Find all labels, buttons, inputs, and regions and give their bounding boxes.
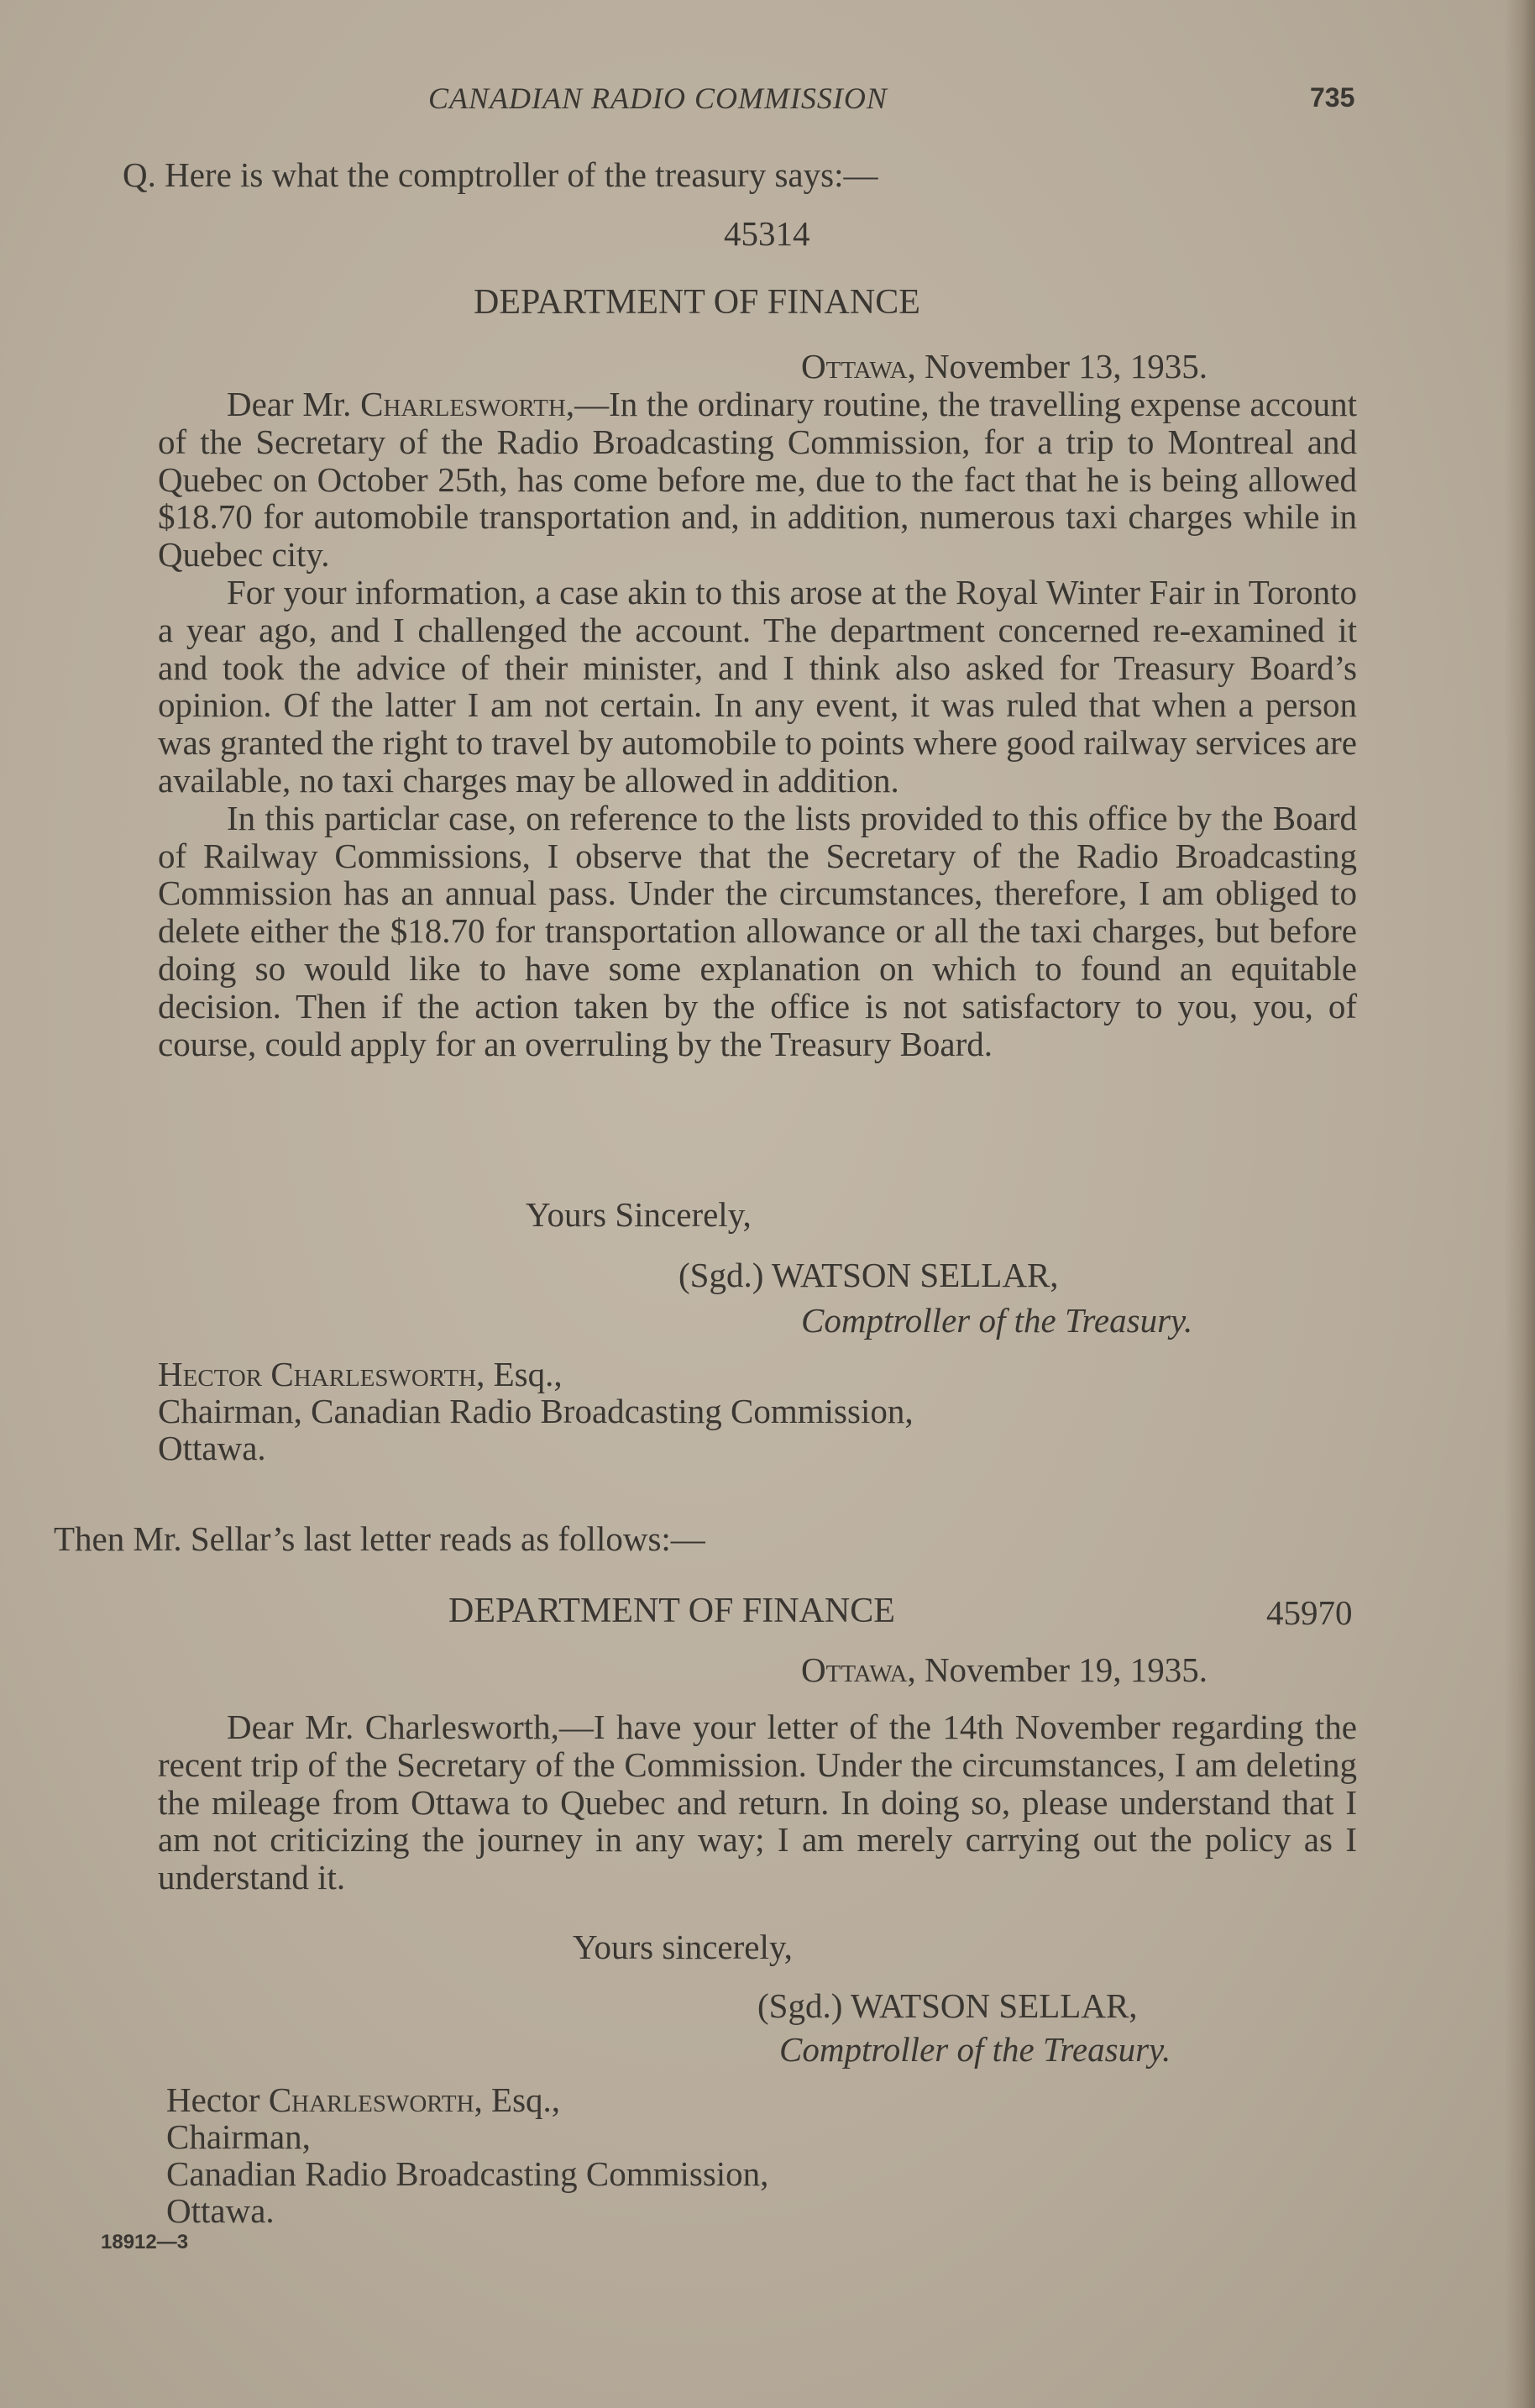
letter2-city: Ottawa xyxy=(801,1650,908,1689)
letter2-addressee-name: Hector Charlesworth, Esq., xyxy=(166,2080,561,2119)
page-number: 735 xyxy=(1310,82,1355,113)
letter1-department-heading: DEPARTMENT OF FINANCE xyxy=(474,283,920,322)
printer-footnote: 18912—3 xyxy=(101,2231,189,2253)
letter1-signature: (Sgd.) WATSON SELLAR, xyxy=(678,1256,1059,1294)
letter2-addressee-city: Ottawa. xyxy=(166,2191,275,2230)
letter2-closing: Yours sincerely, xyxy=(573,1928,793,1966)
letter1-addressee-line: Chairman, Canadian Radio Broadcasting Commission, xyxy=(158,1392,914,1430)
letter2-date: , November 19, 1935. xyxy=(907,1650,1208,1689)
letter2-addressee-org: Canadian Radio Broadcasting Commission, xyxy=(166,2154,769,2193)
letter1-paragraph-1: Dear Mr. Charlesworth,—In the ordinary routine, the travelling expense account of the Secretary of the Radio Broadcasting Commission, for a trip to Montreal and Quebec on October 25th, has come before me, due to the fact that he is being allowed $18.70 for automobile transportation and, in addition, numerous taxi charges while in Quebec city. xyxy=(158,385,1357,574)
letter1-closing: Yours Sincerely, xyxy=(526,1195,752,1234)
letter2-addressee-line: Chairman, xyxy=(166,2117,311,2156)
letter1-body xyxy=(158,386,1357,1062)
letter2-department-heading: DEPARTMENT OF FINANCE xyxy=(448,1592,895,1630)
letter2-signature: (Sgd.) WATSON SELLAR, xyxy=(757,1986,1138,2025)
letter1-date: , November 13, 1935. xyxy=(907,347,1208,386)
letter2-file-number: 45970 xyxy=(1266,1593,1353,1632)
letter2-body xyxy=(158,1708,1357,1896)
letter1-dateline xyxy=(801,348,1208,386)
letter2-dateline xyxy=(801,1651,1208,1689)
letter1-paragraph-2: For your information, a case akin to this arose at the Royal Winter Fair in Toronto a year ago, and I challenged the account. The department concerned re-examined it and took the advice of their minister, and I think also asked for Treasury Board’s opinion. Of the latter I am not certain. In any event, it was ruled that when a person was granted the right to travel by automobile to points where good railway services are available, no taxi charges may be allowed in addition. xyxy=(158,572,1357,800)
letter1-city: Ottawa xyxy=(801,347,908,386)
letter1-paragraph-3: In this particlar case, on reference to the lists provided to this office by the Board of Railway Commissions, I observe that the Secretary of the Radio Broadcasting Commission has an annual pass. Under the circumstances, therefore, I am obliged to delete either the $18.70 for transportation allowance or all the taxi charges, but before doing so would like to have some explanation on which to found an equitable decision. Then if the action taken by the office is not satisfactory to you, you, of course, could apply for an overruling by the Treasury Board. xyxy=(158,798,1357,1063)
letter2-paragraph-1: Dear Mr. Charlesworth,—I have your letter of the 14th November regarding the recent trip of the Secretary of the Commission. Under the circumstances, I am deleting the mileage from Ottawa to Quebec and return. In doing so, please understand that I am not criticizing the journey in any way; I am merely carrying out the policy as I understand it. xyxy=(158,1708,1357,1897)
transition-text: Then Mr. Sellar’s last letter reads as follows:— xyxy=(54,1519,705,1558)
letter1-addressee-city: Ottawa. xyxy=(158,1429,266,1467)
letter1-file-number: 45314 xyxy=(724,214,810,253)
letter1-addressee-name: Hector Charlesworth, Esq., xyxy=(158,1355,563,1393)
letter2-signatory-title: Comptroller of the Treasury. xyxy=(779,2030,1171,2069)
running-header: CANADIAN RADIO COMMISSION xyxy=(428,81,888,115)
letter1-signatory-title: Comptroller of the Treasury. xyxy=(801,1301,1193,1340)
question-intro: Q. Here is what the comptroller of the treasury says:— xyxy=(123,155,878,194)
